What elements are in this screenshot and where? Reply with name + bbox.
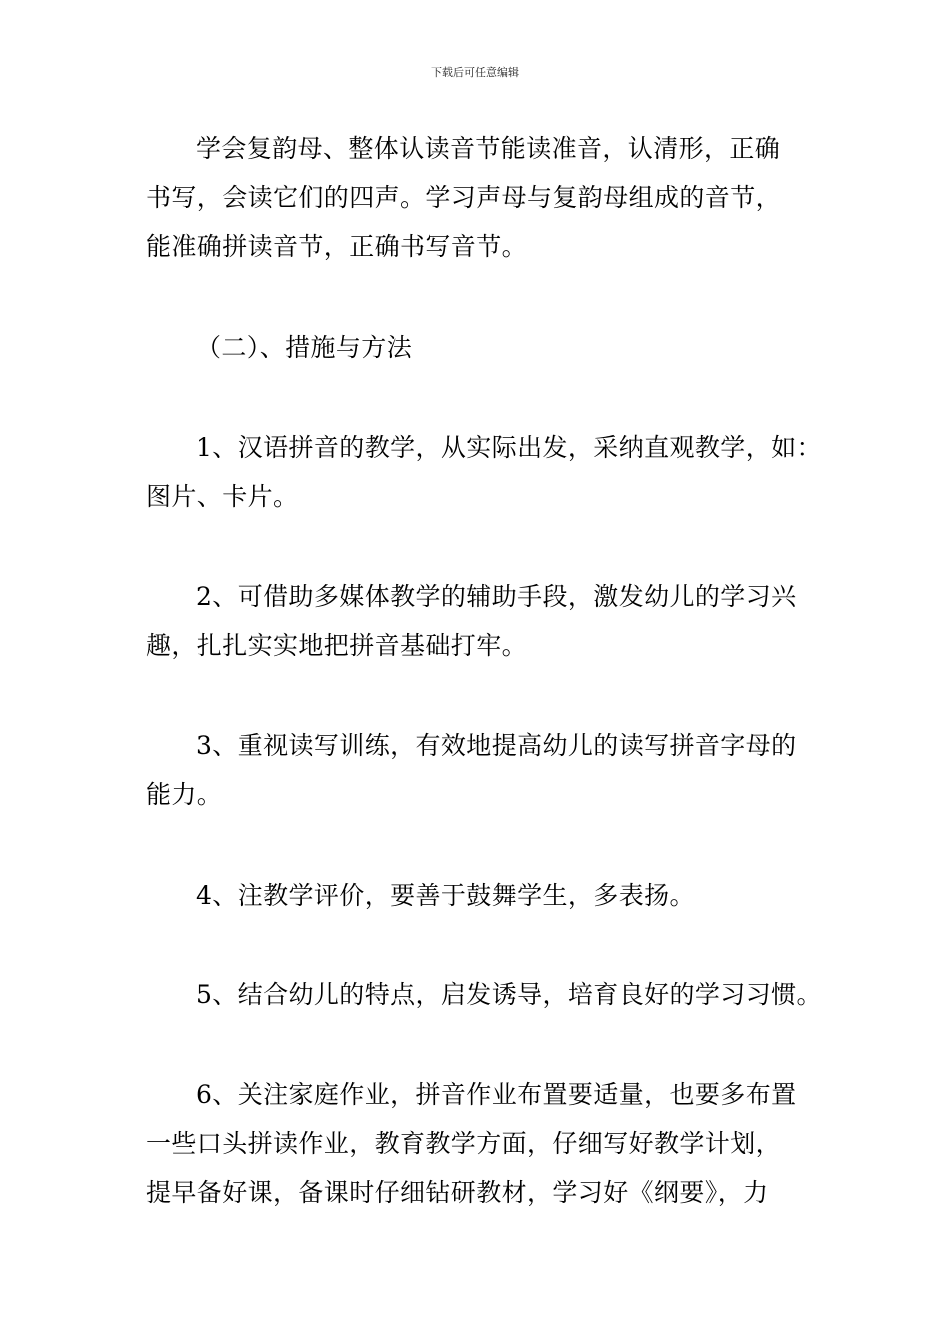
- text-line: 趣，扎扎实实地把拼音基础打牢。: [146, 631, 528, 660]
- section-heading-measures: [146, 323, 808, 372]
- paragraph-learning-goals: [146, 124, 808, 271]
- text-line: 一些口头拼读作业，教育教学方面，仔细写好教学计划，: [146, 1129, 782, 1158]
- text-line: 4、注教学评价，要善于鼓舞学生，多表扬。: [196, 881, 695, 910]
- paragraph-item-6: [146, 1070, 808, 1217]
- text-line: 2、可借助多媒体教学的辅助手段，激发幼儿的学习兴: [196, 582, 797, 611]
- section-heading-text: （二）、措施与方法: [196, 333, 413, 362]
- page-header: 下载后可任意编辑: [431, 66, 519, 79]
- paragraph-item-4: [146, 871, 808, 920]
- text-line: 3、重视读写训练，有效地提高幼儿的读写拼音字母的: [196, 731, 797, 760]
- text-line: 书写，会读它们的四声。学习声母与复韵母组成的音节，: [146, 183, 782, 212]
- text-line: 提早备好课，备课时仔细钻研教材，学习好《纲要》，力: [146, 1178, 769, 1207]
- text-line: 能力。: [146, 780, 223, 809]
- paragraph-item-2: [146, 572, 808, 670]
- paragraph-item-5: [146, 970, 822, 1019]
- text-line: 能准确拼读音节，正确书写音节。: [146, 232, 528, 261]
- paragraph-item-3: [146, 721, 808, 819]
- text-line: 图片、卡片。: [146, 482, 299, 511]
- text-line: 6、关注家庭作业，拼音作业布置要适量，也要多布置: [196, 1080, 797, 1109]
- text-line: 5、结合幼儿的特点，启发诱导，培育良好的学习习惯。: [196, 980, 822, 1009]
- text-line: 学会复韵母、整体认读音节能读准音，认清形，正确: [196, 134, 781, 163]
- paragraph-item-1: [146, 423, 822, 521]
- text-line: 1、汉语拼音的教学，从实际出发，采纳直观教学，如：: [196, 433, 822, 462]
